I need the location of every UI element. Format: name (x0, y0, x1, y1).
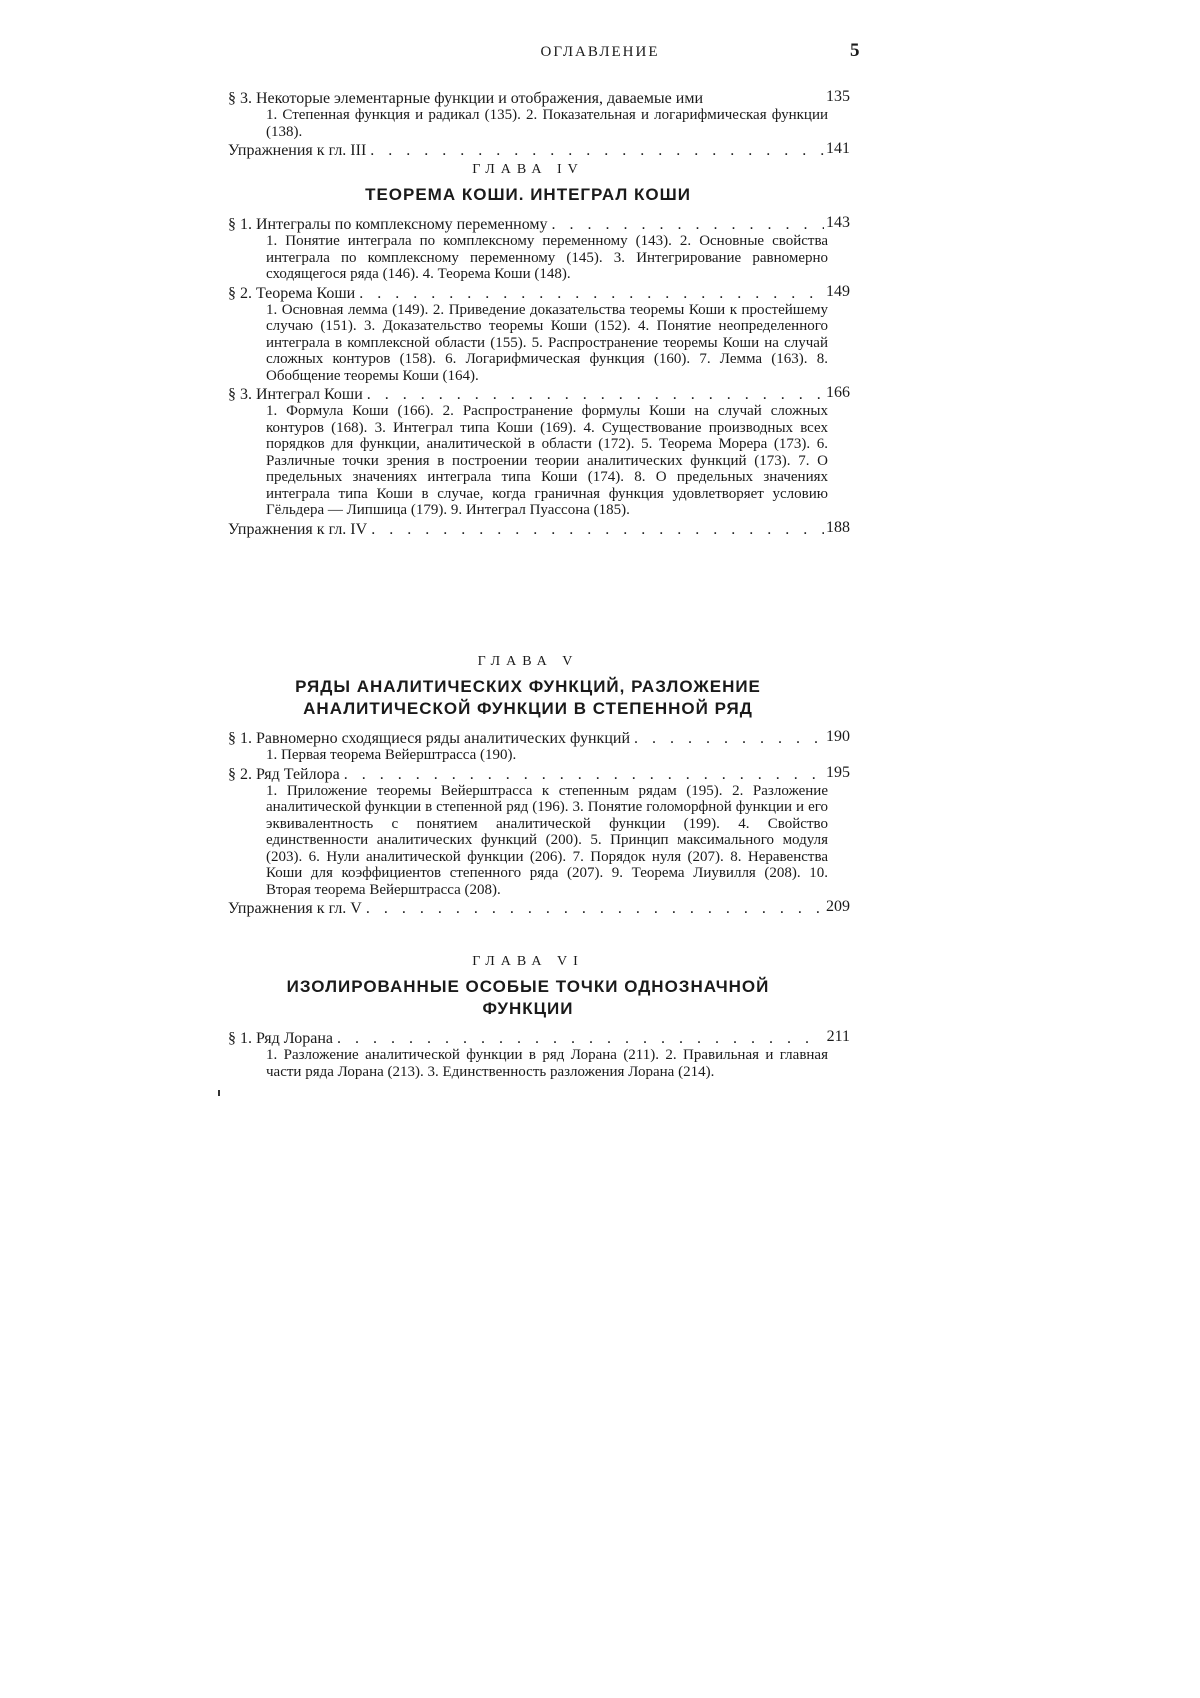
toc-section-entry (228, 763, 850, 899)
toc-exercises-entry (228, 898, 850, 917)
section-subtopics: 1. Формула Коши (166). 2. Распространение формулы Коши на случай сложных контуров (168). 3. Интеграл типа Коши (169). 4. Существование производных всех порядков для функции, аналитической в области (172). 5. Теорема Морера (173). 6. Различные точки зрения в построении теории аналитических функций (173). 7. О предельных значениях интеграла типа Коши (174). 8. О предельных значениях интеграла типа Коши в случае, когда граничная функция удовлетворяет условию Гёльдера — Липшица (179). 9. Интеграл Пуассона (185). (266, 403, 828, 518)
section-title: § 1. Равномерно сходящиеся ряды аналитических функций (228, 730, 630, 747)
leader-dots (366, 900, 824, 917)
chapter-label: ГЛАВА VI (472, 954, 584, 969)
toc-section-entry (228, 728, 850, 764)
toc-chapter-6 (228, 940, 850, 1080)
chapter-label: ГЛАВА IV (472, 162, 584, 177)
toc-chapter-5 (228, 640, 850, 917)
leader-dots (552, 216, 824, 233)
exercises-page-ref: 188 (826, 518, 850, 536)
leader-dots (371, 521, 824, 538)
toc-section-entry (228, 384, 850, 519)
exercises-page-ref: 209 (826, 898, 850, 915)
section-subtopics: 1. Степенная функция и радикал (135). 2. Показательная и логарифмическая функции (138). (266, 107, 828, 140)
leader-dots (344, 766, 824, 783)
section-page-ref: 143 (826, 214, 850, 231)
page-number: 5 (850, 40, 860, 61)
chapter-title-line: ФУНКЦИИ (482, 999, 574, 1018)
section-page-ref: 195 (826, 763, 850, 781)
exercises-title: Упражнения к гл. V (228, 900, 362, 917)
section-title: § 3. Интеграл Коши (228, 386, 363, 403)
chapter-title-line: РЯДЫ АНАЛИТИЧЕСКИХ ФУНКЦИЙ, РАЗЛОЖЕНИЕ (295, 677, 761, 696)
section-subtopics: 1. Основная лемма (149). 2. Приведение доказательства теоремы Коши к простейшему случаю (151). 3. Доказательство теоремы Коши (152). 4. Понятие неопределенного интеграла в комплексной области (155). 5. Распространение теоремы Коши на случай сложных контуров (158). 6. Логарифмическая функция (160). 7. Лемма (163). 8. Обобщение теоремы Коши (164). (266, 301, 828, 384)
section-page-ref: 166 (826, 384, 850, 401)
exercises-title: Упражнения к гл. IV (228, 520, 368, 538)
toc-exercises-entry (228, 518, 850, 538)
section-subtopics: 1. Разложение аналитической функции в ряд Лорана (211). 2. Правильная и главная части ряда Лорана (213). 3. Единственность разложения Лорана (214). (266, 1047, 828, 1080)
leader-dots (367, 386, 824, 403)
section-page-ref: 135 (826, 88, 850, 105)
leader-dots (634, 730, 824, 747)
toc-section-entry (228, 214, 850, 283)
exercises-title: Упражнения к гл. III (228, 142, 367, 159)
toc-section-entry (228, 282, 850, 385)
section-title: § 2. Ряд Тейлора (228, 765, 340, 783)
chapter-label: ГЛАВА V (477, 654, 579, 669)
leader-dots (337, 1030, 824, 1047)
chapter-title: ТЕОРЕМА КОШИ. ИНТЕГРАЛ КОШИ (365, 185, 691, 204)
chapter-title (228, 676, 828, 720)
section-page-ref: 149 (826, 282, 850, 300)
chapter-title (228, 976, 828, 1020)
toc-section-entry (228, 88, 850, 140)
chapter-title-line: ИЗОЛИРОВАННЫЕ ОСОБЫЕ ТОЧКИ ОДНОЗНАЧНОЙ (286, 977, 770, 996)
section-page-ref: 190 (826, 728, 850, 745)
exercises-page-ref: 141 (826, 140, 850, 157)
section-subtopics: 1. Первая теорема Вейерштрасса (190). (266, 747, 517, 763)
section-subtopics: 1. Понятие интеграла по комплексному переменному (143). 2. Основные свойства интеграла по комплексному переменному (145). 3. Интегрирование равномерно сходящегося ряда (146). 4. Теорема Коши (148). (266, 233, 828, 282)
section-subtopics: 1. Приложение теоремы Вейерштрасса к степенным рядам (195). 2. Разложение аналитической функции в степенной ряд (196). 3. Понятие голоморфной функции и его эквивалентность с понятием аналитической функции (199). 4. Свойство единственности аналитических функций (200). 5. Принцип максимального модуля (203). 6. Нули аналитической функции (206). 7. Порядок нуля (207). 8. Неравенства Коши для коэффициентов степенного ряда (207). 9. Теорема Лиувилля (208). 10. Вторая теорема Вейерштрасса (208). (266, 782, 828, 898)
section-page-ref: 211 (826, 1028, 850, 1045)
running-header-title: ОГЛАВЛЕНИЕ (540, 44, 660, 60)
print-speck (218, 1090, 220, 1096)
chapter-title-line: АНАЛИТИЧЕСКОЙ ФУНКЦИИ В СТЕПЕННОЙ РЯД (303, 699, 753, 718)
leader-dots (359, 285, 824, 302)
section-title: § 1. Ряд Лорана (228, 1030, 334, 1047)
section-title: § 2. Теорема Коши (228, 284, 356, 302)
section-title: § 1. Интегралы по комплексному переменному (228, 216, 548, 233)
toc-section-entry (228, 1028, 850, 1080)
section-title: § 3. Некоторые элементарные функции и отображения, даваемые ими (228, 90, 704, 107)
